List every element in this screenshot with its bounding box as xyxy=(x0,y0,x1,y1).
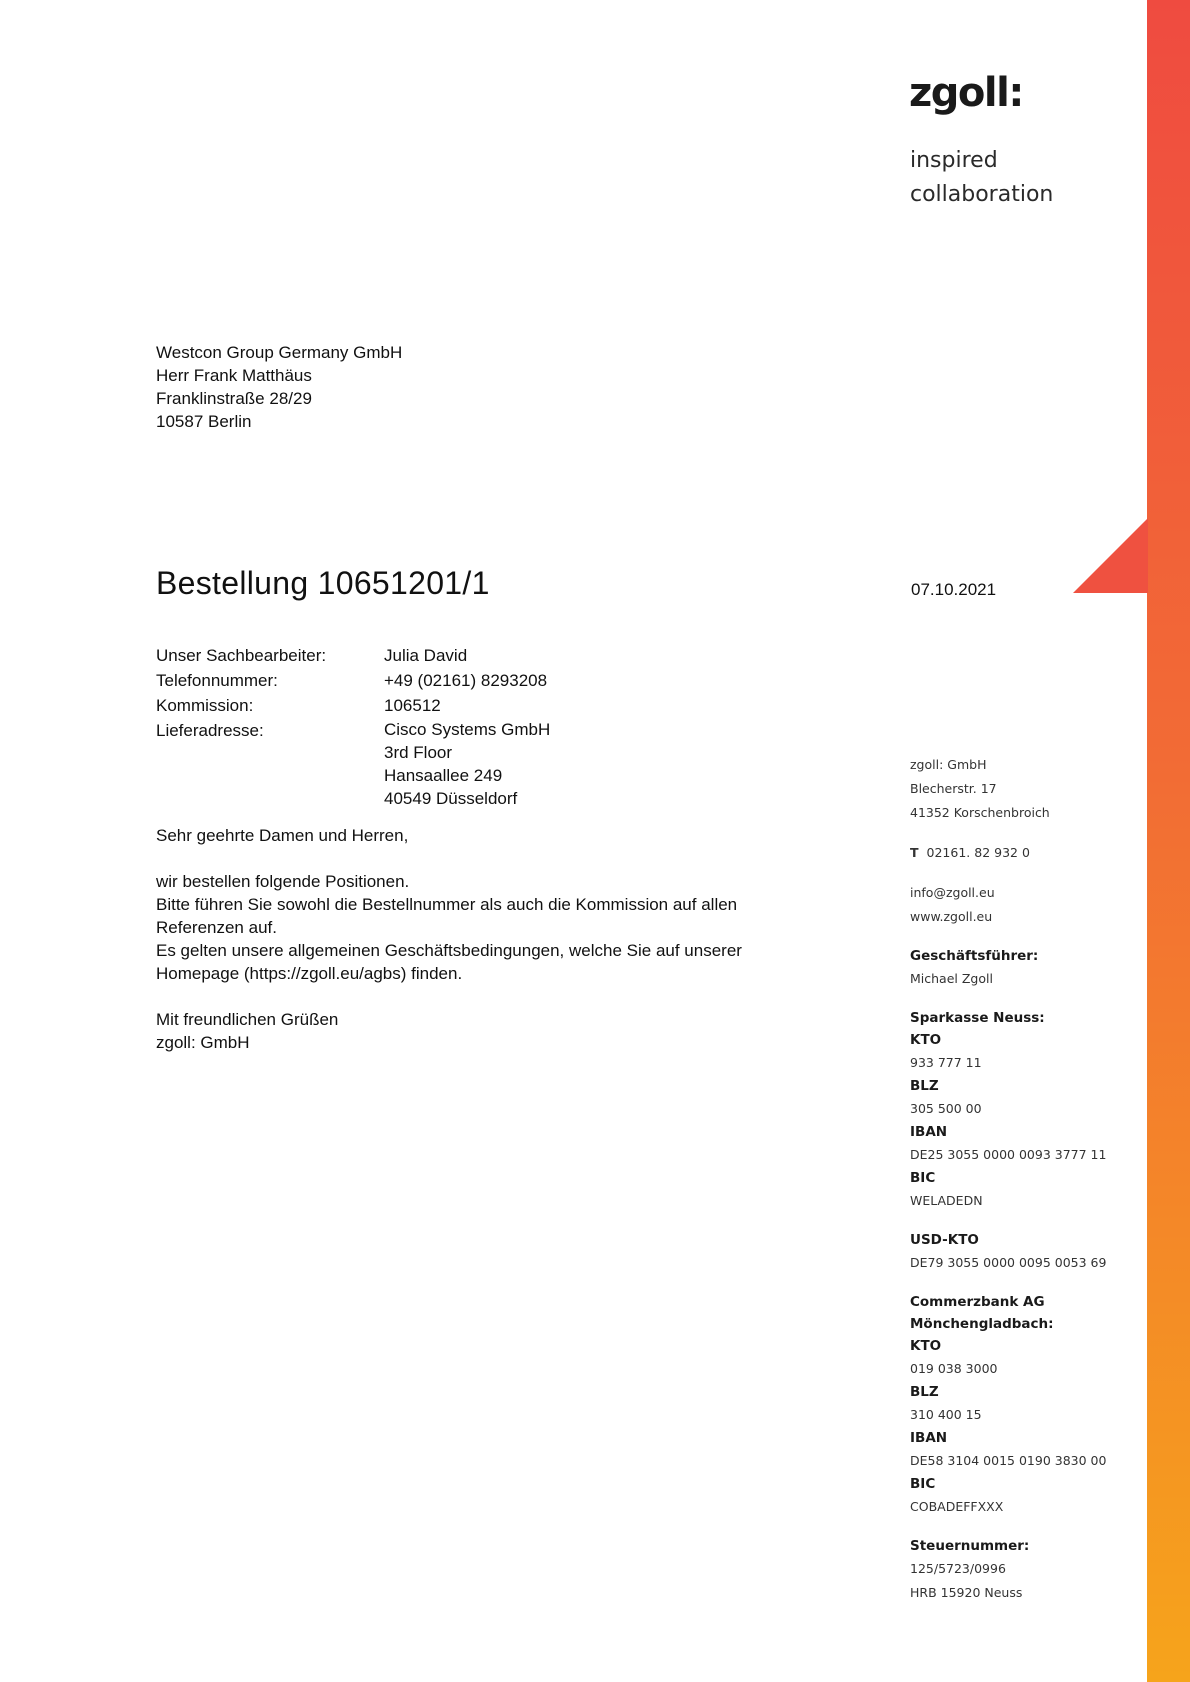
bank2-iban-label: IBAN xyxy=(910,1430,948,1446)
letter-body xyxy=(156,824,806,1054)
bank2-iban: DE58 3104 0015 0190 3830 00 xyxy=(910,1453,1107,1468)
delivery-label: Lieferadresse: xyxy=(156,721,264,740)
company-info-sidebar xyxy=(910,753,1110,1605)
sidebar-phone xyxy=(910,841,1110,865)
bank1-kto: 933 777 11 xyxy=(910,1055,982,1070)
bank1-blz-label: BLZ xyxy=(910,1078,939,1094)
zgoll-logo: zgoll: xyxy=(909,70,1023,116)
brand-tagline xyxy=(910,144,1053,212)
bank1-bic: WELADEDN xyxy=(910,1193,983,1208)
tagline-line-2: collaboration xyxy=(910,182,1054,207)
bank1-kto-label: KTO xyxy=(910,1032,942,1048)
recipient-company: Westcon Group Germany GmbH xyxy=(156,343,403,362)
recipient-street: Franklinstraße 28/29 xyxy=(156,389,312,408)
sidebar-city: 41352 Korschenbroich xyxy=(910,805,1050,820)
recipient-city: 10587 Berlin xyxy=(156,412,252,431)
phone-tag: T xyxy=(910,845,919,860)
bank1-iban-label: IBAN xyxy=(910,1124,948,1140)
delivery-line: 40549 Düsseldorf xyxy=(384,789,518,808)
usd-iban: DE79 3055 0000 0095 0053 69 xyxy=(910,1255,1107,1270)
recipient-address xyxy=(156,341,402,433)
sidebar-web: www.zgoll.eu xyxy=(910,909,993,924)
clerk-value: Julia David xyxy=(384,646,468,665)
detail-row-commission xyxy=(156,693,550,718)
bank2-blz: 310 400 15 xyxy=(910,1407,982,1422)
detail-row-delivery xyxy=(156,718,550,810)
phone-label: Telefonnummer: xyxy=(156,671,278,690)
phone-number: 02161. 82 932 0 xyxy=(926,845,1030,860)
tax-number: 125/5723/0996 xyxy=(910,1561,1006,1576)
delivery-address xyxy=(384,718,550,810)
sidebar-company: zgoll: GmbH xyxy=(910,757,987,772)
delivery-line: 3rd Floor xyxy=(384,743,453,762)
bank1-bic-label: BIC xyxy=(910,1170,936,1186)
tax-label: Steuernummer: xyxy=(910,1538,1030,1554)
bank1-blz: 305 500 00 xyxy=(910,1101,982,1116)
salutation: Sehr geehrte Damen und Herren, xyxy=(156,826,409,845)
sidebar-email: info@zgoll.eu xyxy=(910,885,995,900)
bank2-name-line-2: Mönchengladbach: xyxy=(910,1316,1054,1332)
ceo-label: Geschäftsführer: xyxy=(910,948,1039,964)
detail-row-clerk xyxy=(156,643,550,668)
hrb-number: HRB 15920 Neuss xyxy=(910,1585,1023,1600)
commission-value: 106512 xyxy=(384,696,441,715)
bank2-blz-label: BLZ xyxy=(910,1384,939,1400)
bank1-iban: DE25 3055 0000 0093 3777 11 xyxy=(910,1147,1107,1162)
delivery-line: Cisco Systems GmbH xyxy=(384,720,551,739)
sidebar-street: Blecherstr. 17 xyxy=(910,781,997,796)
bank2-bic-label: BIC xyxy=(910,1476,936,1492)
body-line-3: Es gelten unsere allgemeinen Geschäftsbedingungen, welche Sie auf unserer Homepage (https://zgoll.eu/agbs) finden. xyxy=(156,941,742,983)
ceo-name: Michael Zgoll xyxy=(910,971,993,986)
commission-label: Kommission: xyxy=(156,696,254,715)
bank2-bic: COBADEFFXXX xyxy=(910,1499,1004,1514)
order-details xyxy=(156,643,550,810)
bank1-name: Sparkasse Neuss: xyxy=(910,1010,1045,1026)
tagline-line-1: inspired xyxy=(910,148,998,173)
document-date: 07.10.2021 xyxy=(911,580,997,599)
clerk-label: Unser Sachbearbeiter: xyxy=(156,646,327,665)
brand-arrow-notch xyxy=(1073,518,1148,593)
phone-value: +49 (02161) 8293208 xyxy=(384,671,548,690)
body-line-1: wir bestellen folgende Positionen. xyxy=(156,872,410,891)
signature: zgoll: GmbH xyxy=(156,1033,250,1052)
document-title: Bestellung 10651201/1 xyxy=(156,565,490,601)
bank2-name-line-1: Commerzbank AG xyxy=(910,1294,1045,1310)
delivery-line: Hansaallee 249 xyxy=(384,766,503,785)
recipient-contact: Herr Frank Matthäus xyxy=(156,366,312,385)
closing: Mit freundlichen Grüßen xyxy=(156,1010,339,1029)
brand-stripe xyxy=(1147,0,1190,1682)
body-line-2: Bitte führen Sie sowohl die Bestellnummer als auch die Kommission auf allen Referenzen auf. xyxy=(156,895,738,937)
bank2-kto: 019 038 3000 xyxy=(910,1361,998,1376)
detail-row-phone xyxy=(156,668,550,693)
bank2-kto-label: KTO xyxy=(910,1338,942,1354)
usd-label: USD-KTO xyxy=(910,1232,979,1248)
